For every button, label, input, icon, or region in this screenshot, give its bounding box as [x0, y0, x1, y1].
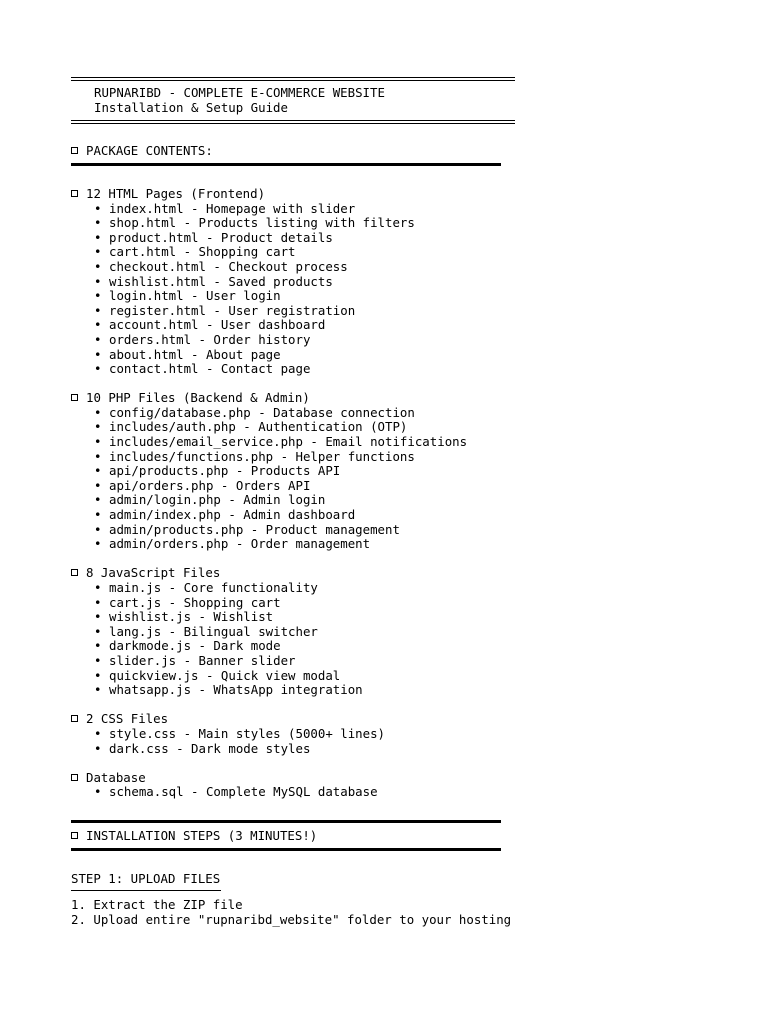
bullet-icon: • [94, 244, 102, 260]
bullet-icon: • [94, 419, 102, 435]
bullet-icon: • [94, 346, 102, 362]
bullet-icon: • [94, 492, 102, 508]
list-item-text: admin/products.php - Product management [109, 521, 400, 537]
step1-title: STEP 1: UPLOAD FILES [71, 870, 221, 886]
list-item-text: cart.html - Shopping cart [109, 244, 296, 260]
list-item [71, 362, 731, 377]
list-item [71, 464, 731, 479]
small-square-icon [71, 774, 78, 781]
bullet-icon: • [94, 288, 102, 304]
header-bottom-rule [71, 120, 515, 124]
list-item-text: style.css - Main styles (5000+ lines) [109, 725, 386, 741]
bullet-icon: • [94, 273, 102, 289]
bullet-icon: • [94, 331, 102, 347]
install-bottom-rule [71, 848, 501, 851]
install-top-rule [71, 820, 501, 823]
list-item-text: api/products.php - Products API [109, 463, 341, 479]
list-item-text: includes/auth.php - Authentication (OTP) [109, 419, 408, 435]
step1-line-2: 2. Upload entire "rupnaribd_website" folder to your hosting [71, 911, 512, 927]
bullet-icon: • [94, 521, 102, 537]
list-item-text: wishlist.js - Wishlist [109, 609, 274, 625]
list-item-text: orders.html - Order history [109, 331, 311, 347]
bullet-icon: • [94, 580, 102, 595]
bullet-icon: • [94, 682, 102, 698]
bullet-icon: • [94, 594, 102, 610]
section-title [71, 712, 731, 727]
list-item-text: lang.js - Bilingual switcher [109, 623, 318, 639]
section-title [71, 391, 731, 406]
list-item [71, 581, 731, 596]
bullet-icon: • [94, 609, 102, 625]
bullet-icon: • [94, 258, 102, 274]
small-square-icon [71, 715, 78, 722]
doc-title: RUPNARIBD - COMPLETE E-COMMERCE WEBSITE [94, 85, 385, 100]
bullet-icon: • [94, 434, 102, 450]
section-title-label: 10 PHP Files (Backend & Admin) [86, 390, 310, 406]
document [71, 72, 731, 927]
list-item-text: checkout.html - Checkout process [109, 258, 348, 274]
list-item-text: about.html - About page [109, 346, 281, 362]
list-item [71, 450, 731, 465]
doc-subtitle: Installation & Setup Guide [94, 99, 288, 115]
list-item-text: schema.sql - Complete MySQL database [109, 784, 378, 800]
list-item [71, 727, 731, 742]
list-item [71, 202, 731, 217]
package-heading-rule [71, 163, 501, 166]
list-item-text: includes/email_service.php - Email notifications [109, 434, 468, 450]
small-square-icon [71, 190, 78, 197]
list-item-text: slider.js - Banner slider [109, 652, 296, 668]
list-item-text: cart.js - Shopping cart [109, 594, 281, 610]
list-item [71, 333, 731, 348]
bullet-icon: • [94, 448, 102, 464]
list-item-text: main.js - Core functionality [109, 580, 318, 595]
list-item-text: index.html - Homepage with slider [109, 200, 356, 216]
list-item-text: config/database.php - Database connection [109, 404, 415, 420]
list-item [71, 348, 731, 363]
small-square-icon [71, 832, 78, 839]
section-title [71, 187, 731, 202]
list-item-text: whatsapp.js - WhatsApp integration [109, 682, 363, 698]
bullet-icon: • [94, 229, 102, 245]
list-item [71, 260, 731, 275]
bullet-icon: • [94, 667, 102, 683]
section-title-label: 8 JavaScript Files [86, 565, 221, 581]
step1-underline [71, 890, 221, 891]
list-item [71, 742, 731, 757]
list-item-text: admin/orders.php - Order management [109, 536, 371, 552]
bullet-icon: • [94, 507, 102, 523]
list-item [71, 625, 731, 640]
list-item-text: quickview.js - Quick view modal [109, 667, 341, 683]
list-item [71, 508, 731, 523]
section-title-label: 12 HTML Pages (Frontend) [86, 185, 266, 201]
bullet-icon: • [94, 784, 102, 800]
bullet-icon: • [94, 200, 102, 216]
section-title [71, 566, 731, 581]
section-title-label: 2 CSS Files [86, 711, 169, 727]
list-item-text: shop.html - Products listing with filters [109, 215, 415, 231]
bullet-icon: • [94, 623, 102, 639]
list-item-text: includes/functions.php - Helper functions [109, 448, 415, 464]
list-item [71, 216, 731, 231]
bullet-icon: • [94, 215, 102, 231]
bullet-icon: • [94, 317, 102, 333]
list-item [71, 493, 731, 508]
list-item [71, 420, 731, 435]
bullet-icon: • [94, 652, 102, 668]
bullet-icon: • [94, 740, 102, 756]
list-item [71, 231, 731, 246]
list-item-text: wishlist.html - Saved products [109, 273, 333, 289]
list-item [71, 523, 731, 538]
list-item [71, 639, 731, 654]
section-title-label: Database [86, 769, 146, 785]
list-item-text: admin/login.php - Admin login [109, 492, 326, 508]
small-square-icon [71, 569, 78, 576]
list-item-text: product.html - Product details [109, 229, 333, 245]
package-sections [71, 187, 731, 815]
list-item [71, 304, 731, 319]
step1-line-1: 1. Extract the ZIP file [71, 897, 243, 913]
list-item [71, 610, 731, 625]
bullet-icon: • [94, 404, 102, 420]
install-heading-label: INSTALLATION STEPS (3 MINUTES!) [86, 827, 318, 843]
install-heading [71, 829, 731, 844]
header-top-rule [71, 77, 515, 81]
list-item [71, 669, 731, 684]
list-item [71, 785, 731, 800]
small-square-icon [71, 394, 78, 401]
list-item [71, 683, 731, 698]
list-item-text: login.html - User login [109, 288, 281, 304]
list-item-text: api/orders.php - Orders API [109, 477, 311, 493]
bullet-icon: • [94, 638, 102, 654]
list-item [71, 245, 731, 260]
list-item [71, 596, 731, 611]
list-item-text: contact.html - Contact page [109, 361, 311, 377]
list-item-text: admin/index.php - Admin dashboard [109, 507, 356, 523]
bullet-icon: • [94, 361, 102, 377]
bullet-icon: • [94, 463, 102, 479]
package-heading-label: PACKAGE CONTENTS: [86, 142, 213, 158]
bullet-icon: • [94, 477, 102, 493]
bullet-icon: • [94, 302, 102, 318]
list-item-text: register.html - User registration [109, 302, 356, 318]
list-item [71, 479, 731, 494]
small-square-icon [71, 147, 78, 154]
list-item [71, 318, 731, 333]
list-item [71, 654, 731, 669]
list-item [71, 537, 731, 552]
list-item [71, 275, 731, 290]
section-title [71, 771, 731, 786]
bullet-icon: • [94, 725, 102, 741]
list-item [71, 406, 731, 421]
list-item [71, 435, 731, 450]
list-item-text: dark.css - Dark mode styles [109, 740, 311, 756]
bullet-icon: • [94, 536, 102, 552]
list-item-text: darkmode.js - Dark mode [109, 638, 281, 654]
list-item [71, 289, 731, 304]
package-heading [71, 144, 731, 159]
list-item-text: account.html - User dashboard [109, 317, 326, 333]
